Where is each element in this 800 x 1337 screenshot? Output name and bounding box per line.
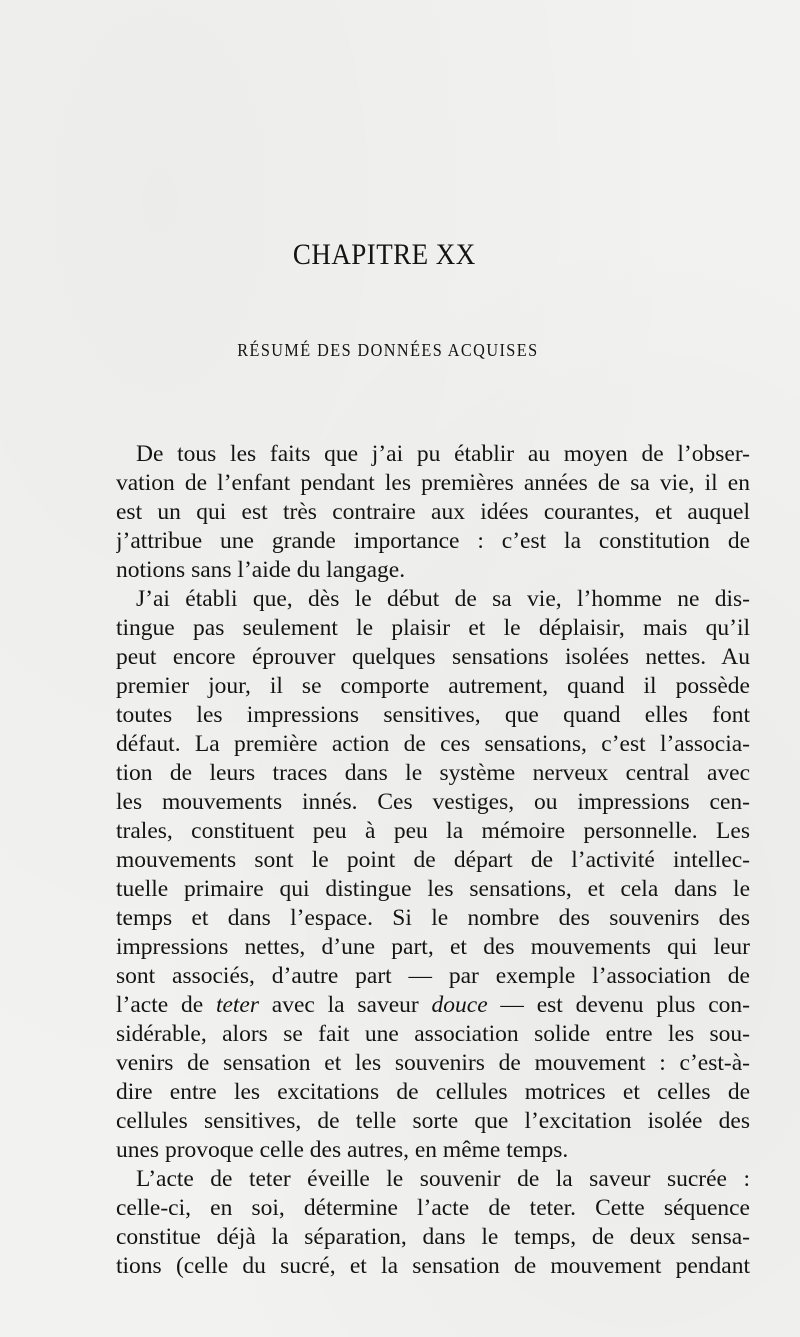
italic-word: douce (431, 992, 488, 1019)
chapter-title: CHAPITRE XX (292, 238, 476, 271)
text-line: De tous les faits que j’ai pu établir au moyen de l’obser- (136, 441, 750, 467)
text-line: premier jour, il se comporte autrement, quand il possède (116, 673, 750, 700)
text-line: cellules sensitives, de telle sorte que l’excitation isolée des (116, 1108, 750, 1135)
text-line: unes provoque celle des autres, en même temps. (116, 1137, 569, 1164)
text-line: celle-ci, en soi, détermine l’acte de teter. Cette séquence (116, 1195, 750, 1222)
text-line: est un qui est très contraire aux idées courantes, et auquel (116, 499, 750, 526)
text-line: mouvements sont le point de départ de l’activité intellec- (116, 847, 750, 874)
text-line: sont associés, d’autre part — par exemple l’association de (116, 963, 750, 990)
text-line: dire entre les excitations de cellules motrices et celles de (116, 1079, 750, 1106)
text-line: venirs de sensation et les souvenirs de mouvement : c’est-à- (116, 1050, 750, 1077)
text-line: temps et dans l’espace. Si le nombre des souvenirs des (116, 905, 750, 932)
text-line: tuelle primaire qui distingue les sensations, et cela dans le (116, 876, 750, 903)
text-line: l’acte de teter avec la saveur douce — est devenu plus con- (116, 992, 750, 1019)
text-line: L’acte de teter éveille le souvenir de la saveur sucrée : (136, 1166, 750, 1193)
text-line: tingue pas seulement le plaisir et le déplaisir, mais qu’il (116, 615, 750, 642)
text-line: constitue déjà la séparation, dans le temps, de deux sensa- (116, 1224, 750, 1251)
text-line: peut encore éprouver quelques sensations isolées nettes. Au (116, 644, 750, 671)
text-line: impressions nettes, d’une part, et des mouvements qui leur (116, 934, 750, 961)
text-line: toutes les impressions sensitives, que quand elles font (116, 702, 750, 729)
text-line: vation de l’enfant pendant les premières années de sa vie, il en (116, 470, 750, 497)
text-line: défaut. La première action de ces sensations, c’est l’associa- (116, 731, 750, 758)
text-line: les mouvements innés. Ces vestiges, ou impressions cen- (116, 789, 750, 816)
text-line: sidérable, alors se fait une association solide entre les sou- (116, 1021, 750, 1048)
text-line: tions (celle du sucré, et la sensation de mouvement pendant (116, 1253, 750, 1280)
text-line: tion de leurs traces dans le système nerveux central avec (116, 760, 750, 787)
text-line: trales, constituent peu à peu la mémoire personnelle. Les (116, 818, 750, 845)
text-line: J’ai établi que, dès le début de sa vie, l’homme ne dis- (136, 586, 750, 613)
text-line: j’attribue une grande importance : c’est la constitution de (116, 528, 750, 555)
italic-word: teter (215, 992, 260, 1019)
text-line: notions sans l’aide du langage. (116, 557, 406, 584)
chapter-subtitle: RÉSUMÉ DES DONNÉES ACQUISES (237, 340, 539, 360)
body-text (116, 440, 750, 1281)
